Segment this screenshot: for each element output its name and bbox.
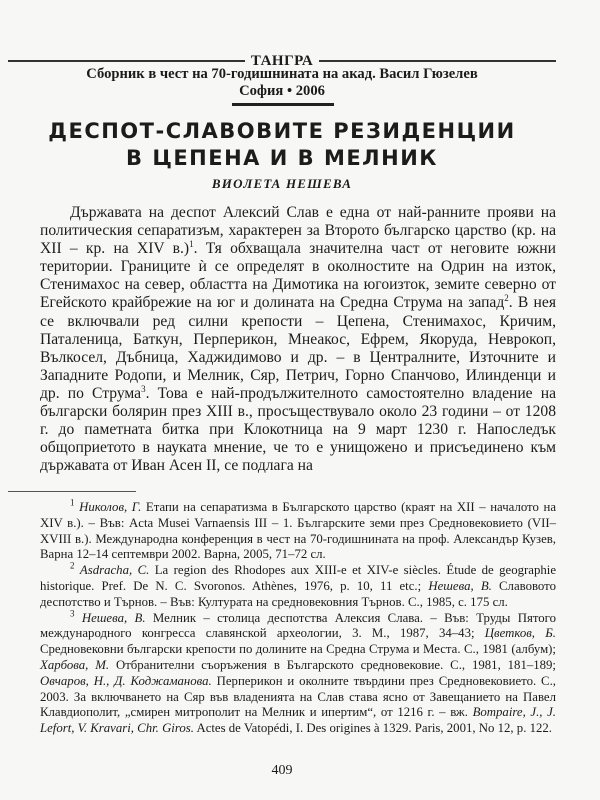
journal-title: ТАНГРА — [250, 52, 314, 69]
footnote-text: Средновековни български крепости по долините на Средна Струма и Места. С., 1981 (албум); — [40, 642, 556, 657]
footnote-separator — [8, 491, 136, 492]
footnote-author: Харбова, М. — [40, 657, 110, 672]
footnote-author: Николов, Г. — [79, 500, 142, 514]
footnote-text: Отбранителни съоръжения в Българското средновековие. С., 1981, 181–189; — [109, 657, 556, 672]
article-title-line-2: В ЦЕПЕНА И В МЕЛНИК — [126, 146, 438, 170]
body-paragraph — [40, 204, 556, 475]
collection-subtitle: Сборник в чест на 70-годишнината на акад. Васил Гюзелев — [86, 66, 478, 82]
place-year: София • 2006 — [239, 83, 325, 99]
footnote-text: Славовото деспотство и Търнов. – Във: Културата на средновековния Търнов. С., 1985, с. 175 сл. — [40, 578, 556, 609]
body-text-4: . Това е най-продължителното самостоятелно владение на български болярин през XIII в., просъществувало около 23 години – от 1208 г. до паметната битка при Клокотница на 9 март 1230 г. Напоследък общоприетото в науката мнение, че то е унищожено и присъединено към държавата от Иван Асен II, се подлага на — [40, 384, 556, 475]
body-text-2: . Тя обхващала значителна част от неговите южни територии. Границите ѝ се определят в околностите на Одрин на изток, Стенимахос на север, областта на Димотика на югоизток, земите северно от Егейското крайбрежие на юг и долината на Средна Струма на запад — [40, 240, 556, 312]
footnote-text: Actes de Vatopédi, I. Des origines à 1329. Paris, 2001, No 12, p. 122. — [193, 721, 552, 736]
page-number: 409 — [271, 763, 293, 778]
article-title — [8, 118, 556, 172]
footnote-text: Мелник – столица деспотства Алексия Слава. – Във: Труды Пятого международного конгресса славянской археологии, 3. М., 1987, 34–43; — [40, 610, 557, 641]
footnote-author: Овчаров, Н., Д. Коджаманова. — [40, 673, 212, 688]
footnotes — [40, 497, 557, 737]
footnote-text: Етапи на сепаратизма в Българското царство (краят на XII – началото на XIV в.). – Във: Acta Musei Varnaensis III – 1. Българските земи през Средновековието (VII–XVIII в.). Международна конференция в чест на 70-годишнината на проф. Александър Кузев, Варна 12–14 септември 2002. Варна, 2005, 71–72 сл. — [40, 500, 556, 562]
header-rule-left — [8, 60, 245, 62]
header-rule-right — [319, 60, 556, 62]
footnote-author: Нешева, В. — [81, 610, 146, 625]
footnote-text: Перперикон и околните твърдини през Средновековието. С., 2003. За включването на Сяр във владенията на Слав става ясно от Завещанието на Павел Клавдиополит, „смирен митрополит на Мелник и ипертим“, от 1216 г. – вж. — [40, 673, 556, 720]
footnote-ref-3[interactable]: 3 — [141, 383, 146, 394]
footnote-number: 1 — [70, 497, 75, 508]
footnote-text: La region des Rhodopes aux XIII-e et XIV-e siècles. Étude de geographie historique. Pref. De N. C. Svoronos. Athènes, 1976, p. 10, 11 etc.; — [40, 563, 557, 593]
footnote-author: Нешева, В. — [428, 578, 492, 593]
body-text-3: . В нея се включвали ред силни крепости – Цепена, Стенимахос, Кричим, Паталеница, Баткун, Перперикон, Мнеакос, Ефрем, Якоруда, Неврокоп, Вълкосел, Дъбница, Хаджидимово и др. – в Централните, Източните и Западните Родопи, и Мелник, Сяр, Петрич, Горно Спанчово, Илинденци и др. по Струма — [40, 294, 556, 402]
footnote-author: Asdracha, C. — [79, 563, 150, 578]
footnote-author: Bompaire, J., J. Lefort, V. Kravari, Chr. Giros. — [40, 705, 556, 736]
article-title-line-1: ДЕСПОТ-СЛАВОВИТЕ РЕЗИДЕНЦИИ — [48, 119, 516, 143]
footnote-2 — [40, 560, 557, 610]
header-divider — [232, 103, 334, 106]
footnote-number: 3 — [70, 608, 75, 619]
footnote-ref-1[interactable]: 1 — [189, 239, 194, 249]
article-author: ВИОЛЕТА НЕШЕВА — [211, 176, 353, 191]
footnote-ref-2[interactable]: 2 — [504, 293, 509, 304]
body-text-1: Държавата на деспот Алексий Слав е една от най-ранните прояви на политическия сепаратизъм, характерен за Второто българско царство (кр. на XII – кр. на XIV в.) — [40, 204, 556, 258]
footnote-number: 2 — [70, 560, 75, 571]
footnote-1 — [40, 497, 556, 563]
footnote-3 — [40, 608, 557, 737]
footnote-author: Цветков, Б. — [484, 626, 556, 641]
